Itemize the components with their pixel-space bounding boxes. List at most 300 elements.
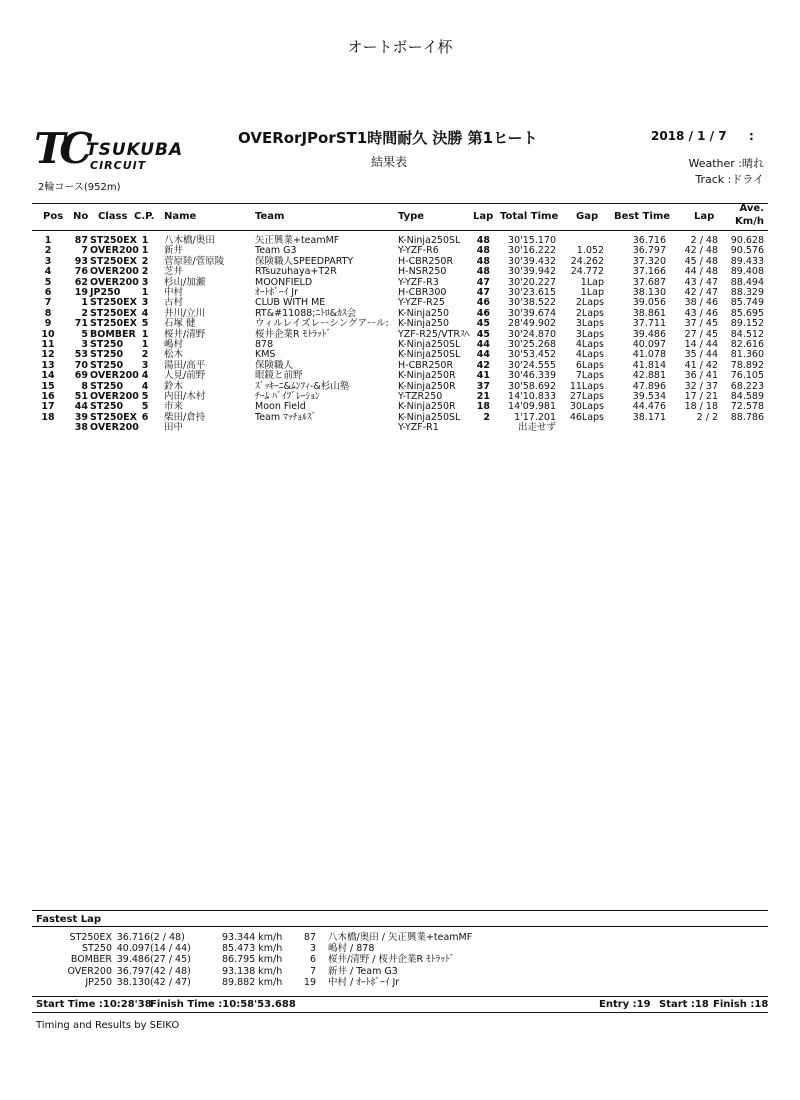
finish-time: Finish Time :10:58'53.688 [150, 999, 296, 1010]
finish-count: Finish :18 [713, 999, 769, 1010]
result-ave: 82.616 [730, 339, 764, 350]
col-total-time: Total Time [500, 211, 559, 222]
summary-top-rule [32, 996, 768, 997]
result-cp: 1 [141, 328, 149, 340]
result-type: K-Ninja250R [398, 380, 456, 392]
result-gap: 2Laps [575, 297, 604, 309]
fastest-who: 桜井/清野 / 桜井企業R ﾓﾄﾗｯﾄﾞ [328, 954, 455, 966]
result-lap: 45 [476, 318, 490, 330]
result-class: ST250EX [90, 255, 137, 267]
col-ave: Ave. [739, 203, 764, 214]
result-no: 38 [74, 422, 88, 434]
result-pos: 10 [41, 328, 55, 340]
result-type: Y-YZF-R3 [398, 276, 439, 288]
result-gap: 3Laps [575, 328, 604, 340]
result-type: Y-YZF-R6 [398, 245, 439, 257]
result-no: 62 [74, 276, 88, 288]
result-blap: 43 / 46 [684, 307, 718, 319]
result-name: 田中 [164, 422, 184, 434]
fastest-time: 40.097 [116, 943, 150, 955]
result-type: YZF-R25/VTRｽﾍ [398, 328, 470, 340]
result-no: 7 [81, 245, 88, 257]
fastest-time: 39.486 [116, 954, 150, 966]
result-no: 69 [74, 370, 88, 382]
fastest-no: 6 [309, 954, 316, 966]
result-type: H-NSR250 [398, 266, 447, 278]
result-pos: 17 [41, 401, 55, 413]
result-gap: 27Laps [569, 391, 604, 402]
result-lap: 48 [476, 235, 490, 246]
result-name: 松木 [164, 349, 184, 361]
result-cp: 2 [141, 255, 149, 267]
result-team: 保険職人SPEEDPARTY [255, 255, 354, 267]
result-type: Y-YZF-R1 [398, 422, 439, 434]
col-best-lap: Lap [694, 211, 715, 222]
fastest-speed: 93.138 km/h [222, 965, 283, 977]
result-team: 桜井企業R ﾓﾄﾗｯﾄﾞ [255, 328, 332, 340]
col-gap: Gap [576, 211, 599, 222]
result-row [0, 349, 800, 360]
result-ave: 89.408 [730, 266, 764, 278]
fastest-lap-row [0, 932, 800, 943]
result-best: 38.171 [632, 411, 666, 423]
result-type: K-Ninja250SL [398, 349, 461, 361]
result-team: Team G3 [255, 245, 297, 257]
result-cp: 2 [141, 266, 149, 278]
result-name: 市来 [164, 401, 184, 413]
result-row [0, 277, 800, 288]
fastest-time: 38.130 [116, 976, 150, 988]
result-pos: 12 [41, 349, 55, 361]
results-subtitle: 結果表 [371, 155, 408, 169]
fastest-class: ST250EX [69, 932, 112, 943]
col-kmh: Km/h [735, 216, 764, 227]
result-pos: 11 [41, 339, 55, 350]
result-total: 30'39.942 [508, 266, 556, 278]
result-total: 出走せず [517, 422, 556, 434]
result-gap: 1Lap [580, 287, 604, 298]
result-row [0, 308, 800, 319]
result-no: 8 [81, 380, 88, 392]
fastest-speed: 93.344 km/h [222, 932, 283, 943]
fastest-who: 八木橋/奥田 / 矢正興業+teamMF [328, 932, 473, 943]
result-blap: 38 / 46 [684, 297, 718, 309]
result-team: MOONFIELD [255, 276, 313, 288]
result-no: 93 [74, 255, 88, 267]
result-ave: 84.512 [730, 328, 764, 340]
result-name: 中村 [164, 287, 184, 298]
result-total: 30'53.452 [508, 349, 556, 361]
result-lap: 41 [476, 370, 490, 382]
result-ave: 76.105 [730, 370, 764, 382]
result-total: 30'58.692 [508, 380, 556, 392]
result-gap: 7Laps [575, 370, 604, 382]
fastest-lap-row [0, 966, 800, 977]
result-best: 41.814 [632, 359, 666, 371]
result-name: 石塚 健 [164, 318, 196, 330]
result-pos: 5 [44, 276, 52, 288]
result-cp: 5 [141, 318, 149, 330]
fastest-speed: 86.795 km/h [222, 954, 283, 966]
result-cp: 3 [141, 276, 149, 288]
result-gap: 2Laps [575, 307, 604, 319]
result-gap: 4Laps [575, 349, 604, 361]
col-class: Class [98, 211, 128, 222]
result-ave: 88.786 [730, 411, 764, 423]
timing-footer: Timing and Results by SEIKO [36, 1020, 180, 1031]
result-total: 1'17.201 [514, 411, 556, 423]
result-lap: 44 [476, 349, 490, 361]
header-top-rule [32, 203, 768, 204]
result-team: ｽﾞｯｷｰﾆ&ﾑﾝﾌｨ-&杉山塾 [255, 380, 350, 392]
result-best: 39.056 [632, 297, 666, 309]
result-no: 71 [74, 318, 88, 330]
result-best: 37.166 [632, 266, 666, 278]
fastest-lap: (14 / 44) [150, 943, 191, 955]
result-blap: 37 / 45 [684, 318, 718, 330]
logo-word-tsukuba: TSUKUBA [86, 140, 184, 160]
result-row [0, 287, 800, 298]
col-name: Name [164, 211, 197, 222]
sheet-title: オートボーイ杯 [347, 38, 453, 56]
fastest-class: OVER200 [67, 965, 112, 977]
fastest-no: 3 [309, 943, 316, 955]
result-class: ST250EX [90, 318, 137, 330]
result-lap: 45 [476, 328, 490, 340]
result-team: ウィルレイズレーシングアール: [255, 318, 389, 330]
result-lap: 44 [476, 339, 490, 350]
time-colon: : [749, 129, 754, 143]
result-pos: 8 [44, 307, 52, 319]
result-cp: 5 [141, 391, 149, 402]
result-no: 44 [74, 401, 88, 413]
result-type: K-Ninja250SL [398, 339, 461, 350]
fastest-top-rule [32, 910, 768, 911]
fastest-lap: (42 / 48) [150, 965, 191, 977]
result-no: 1 [81, 297, 88, 309]
result-best: 36.797 [632, 245, 666, 257]
result-class: ST250EX [90, 297, 137, 309]
fastest-speed: 89.882 km/h [222, 976, 283, 988]
result-best: 39.486 [632, 328, 666, 340]
result-type: H-CBR300 [398, 287, 447, 298]
result-name: 内田/木村 [164, 391, 206, 402]
result-gap: 1Lap [580, 276, 604, 288]
result-total: 30'20.227 [508, 276, 556, 288]
result-cp: 6 [141, 411, 149, 423]
result-ave: 81.360 [730, 349, 764, 361]
result-team: RT&#11088;ﾆﾄﾛ&ｶｽ会 [255, 307, 357, 319]
result-cp: 1 [141, 287, 149, 298]
result-team: 878 [255, 339, 274, 350]
result-total: 30'38.522 [508, 297, 556, 309]
result-team: ｵｰﾄﾎﾞｰｲ Jr [255, 287, 298, 298]
result-best: 40.097 [632, 339, 666, 350]
result-row [0, 401, 800, 412]
result-total: 30'39.432 [508, 255, 556, 267]
result-blap: 2 / 48 [690, 235, 718, 246]
result-blap: 2 / 2 [696, 411, 718, 423]
result-pos: 15 [41, 380, 55, 392]
result-class: ST250 [90, 401, 124, 413]
summary-bottom-rule [32, 1012, 768, 1013]
result-best: 37.320 [632, 255, 666, 267]
result-lap: 48 [476, 245, 490, 257]
result-class: ST250EX [90, 307, 137, 319]
result-lap: 48 [476, 266, 490, 278]
result-type: H-CBR250R [398, 359, 454, 371]
result-row [0, 329, 800, 340]
result-class: ST250 [90, 349, 124, 361]
fastest-no: 87 [303, 932, 316, 943]
fastest-lap: (27 / 45) [150, 954, 191, 966]
result-pos: 3 [44, 255, 52, 267]
result-name: 八木橋/奥田 [164, 235, 215, 246]
result-type: K-Ninja250R [398, 401, 456, 413]
result-pos: 6 [44, 287, 52, 298]
result-ave: 89.433 [730, 255, 764, 267]
result-class: OVER200 [90, 266, 139, 278]
result-name: 鈴木 [164, 380, 184, 392]
result-blap: 35 / 44 [684, 349, 718, 361]
result-row [0, 391, 800, 402]
result-type: K-Ninja250 [398, 318, 450, 330]
result-pos: 4 [44, 266, 52, 278]
result-total: 14'10.833 [508, 391, 556, 402]
result-best: 37.687 [632, 276, 666, 288]
result-gap: 4Laps [575, 339, 604, 350]
result-no: 39 [74, 411, 88, 423]
track-label: Track :ドライ [695, 173, 764, 186]
result-team: ﾁｰﾑ ﾊﾞｲﾌﾞﾚｰｼｮﾝ [255, 391, 320, 402]
result-pos: 2 [44, 245, 52, 257]
result-lap: 21 [476, 391, 490, 402]
result-pos: 13 [41, 359, 55, 371]
result-pos: 9 [44, 318, 52, 330]
fastest-time: 36.716 [116, 932, 150, 943]
result-blap: 36 / 41 [684, 370, 718, 382]
result-gap: 6Laps [575, 359, 604, 371]
result-blap: 32 / 37 [684, 380, 718, 392]
result-ave: 85.749 [730, 297, 764, 309]
result-ave: 85.695 [730, 307, 764, 319]
result-no: 87 [74, 235, 88, 246]
result-best: 38.130 [632, 287, 666, 298]
result-row [0, 381, 800, 392]
result-total: 30'24.555 [508, 359, 556, 371]
result-row [0, 266, 800, 277]
result-ave: 78.892 [730, 359, 764, 371]
fastest-who: 嶋村 / 878 [328, 943, 375, 955]
result-name: 芝井 [164, 266, 184, 278]
result-total: 30'24.870 [508, 328, 556, 340]
result-class: ST250EX [90, 411, 137, 423]
fastest-who: 新井 / Team G3 [328, 965, 398, 977]
result-type: K-Ninja250SL [398, 235, 461, 246]
result-ave: 68.223 [730, 380, 764, 392]
entry-count: Entry :19 [599, 999, 651, 1010]
result-gap: 46Laps [569, 411, 604, 423]
fastest-class: ST250 [82, 943, 112, 955]
fastest-lap-row [0, 954, 800, 965]
result-type: K-Ninja250 [398, 307, 450, 319]
race-date: 2018 / 1 / 7 [651, 129, 727, 143]
result-blap: 44 / 48 [684, 266, 718, 278]
result-lap: 48 [476, 255, 490, 267]
logo-word-circuit: CIRCUIT [90, 159, 147, 172]
col-best-time: Best Time [614, 211, 671, 222]
fastest-speed: 85.473 km/h [222, 943, 283, 955]
result-class: ST250 [90, 339, 124, 350]
result-blap: 17 / 21 [684, 391, 718, 402]
result-lap: 46 [476, 297, 490, 309]
fastest-time: 36.797 [116, 965, 150, 977]
result-class: OVER200 [90, 422, 139, 434]
col-pos: Pos [43, 211, 64, 222]
result-class: ST250 [90, 359, 124, 371]
result-ave: 84.589 [730, 391, 764, 402]
result-lap: 18 [476, 401, 490, 413]
fastest-who: 中村 / ｵｰﾄﾎﾞｰｲ Jr [328, 976, 400, 988]
result-class: OVER200 [90, 245, 139, 257]
result-lap: 2 [483, 411, 490, 423]
result-total: 28'49.902 [508, 318, 556, 330]
fastest-no: 7 [309, 965, 316, 977]
result-row [0, 256, 800, 267]
result-best: 38.861 [632, 307, 666, 319]
fastest-lap-heading: Fastest Lap [36, 914, 101, 925]
result-cp: 4 [141, 307, 149, 319]
result-no: 51 [74, 391, 88, 402]
result-blap: 27 / 45 [684, 328, 718, 340]
col-team: Team [255, 211, 285, 222]
result-no: 19 [74, 287, 88, 298]
result-name: 桜井/清野 [164, 328, 206, 340]
result-team: 矢正興業+teamMF [255, 235, 340, 246]
result-blap: 45 / 48 [684, 255, 718, 267]
header-bottom-rule [32, 230, 768, 231]
result-no: 3 [81, 339, 88, 350]
result-team: 保険職人 [255, 359, 294, 371]
result-ave: 88.494 [730, 276, 764, 288]
result-ave: 89.152 [730, 318, 764, 330]
fastest-sub-rule [32, 926, 768, 927]
result-ave: 88.329 [730, 287, 764, 298]
result-blap: 41 / 42 [684, 359, 718, 371]
result-team: Moon Field [255, 401, 306, 413]
result-lap: 42 [476, 359, 490, 371]
result-ave: 90.628 [730, 235, 764, 246]
result-type: K-Ninja250SL [398, 411, 461, 423]
result-name: 菅原陸/菅原陵 [164, 255, 225, 267]
col-type: Type [398, 211, 425, 222]
result-class: OVER200 [90, 370, 139, 382]
result-gap: 30Laps [569, 401, 604, 413]
weather-label: Weather :晴れ [688, 157, 764, 170]
fastest-lap-row [0, 943, 800, 954]
result-row [0, 318, 800, 329]
result-no: 76 [74, 266, 88, 278]
result-cp: 1 [141, 245, 149, 257]
result-blap: 18 / 18 [684, 401, 718, 413]
result-row [0, 412, 800, 423]
result-type: Y-YZF-R25 [398, 297, 445, 309]
result-row [0, 422, 800, 433]
result-pos: 14 [41, 370, 55, 382]
result-no: 70 [74, 359, 88, 371]
result-team: RTsuzuhaya+T2R [255, 266, 337, 278]
result-type: Y-TZR250 [398, 391, 443, 402]
result-cp: 1 [141, 339, 149, 350]
result-row [0, 360, 800, 371]
result-class: OVER200 [90, 391, 139, 402]
result-class: JP250 [90, 287, 121, 298]
result-lap: 47 [476, 287, 490, 298]
result-cp: 4 [141, 370, 149, 382]
course-label: 2輪コース(952m) [38, 182, 121, 193]
result-gap: 24.262 [570, 255, 604, 267]
result-pos: 7 [44, 297, 52, 309]
result-type: H-CBR250R [398, 255, 454, 267]
result-row [0, 339, 800, 350]
result-row [0, 297, 800, 308]
fastest-no: 19 [303, 976, 316, 988]
result-lap: 46 [476, 307, 490, 319]
result-best: 39.534 [632, 391, 666, 402]
result-blap: 14 / 44 [684, 339, 718, 350]
result-total: 30'16.222 [508, 245, 556, 257]
result-cp: 5 [141, 401, 149, 413]
result-class: OVER200 [90, 276, 139, 288]
result-name: 湯田/高平 [164, 359, 206, 371]
result-lap: 47 [476, 276, 490, 288]
result-no: 2 [81, 307, 88, 319]
start-time: Start Time :10:28'38 [36, 999, 152, 1010]
result-name: 古村 [164, 297, 184, 309]
result-name: 杉山/加瀬 [164, 276, 206, 288]
fastest-lap: (2 / 48) [150, 932, 185, 943]
result-total: 30'46.339 [508, 370, 556, 382]
result-gap: 3Laps [575, 318, 604, 330]
result-class: ST250EX [90, 235, 137, 246]
result-class: ST250 [90, 380, 124, 392]
result-best: 36.716 [632, 235, 666, 246]
col-lap: Lap [473, 211, 494, 222]
result-best: 44.476 [632, 401, 666, 413]
result-cp: 3 [141, 297, 149, 309]
result-name: 嶋村 [164, 339, 184, 350]
result-best: 37.711 [632, 318, 666, 330]
result-best: 42.881 [632, 370, 666, 382]
result-row [0, 245, 800, 256]
result-cp: 3 [141, 359, 149, 371]
result-pos: 16 [41, 391, 55, 402]
result-cp: 2 [141, 349, 149, 361]
result-ave: 90.576 [730, 245, 764, 257]
result-team: KMS [255, 349, 276, 361]
start-count: Start :18 [659, 999, 709, 1010]
result-blap: 42 / 47 [684, 287, 718, 298]
result-name: 柴田/倉持 [164, 411, 206, 423]
result-total: 30'15.170 [508, 235, 556, 246]
result-total: 14'09.981 [508, 401, 556, 413]
result-gap: 24.772 [570, 266, 604, 278]
result-pos: 18 [41, 411, 55, 423]
race-title: OVERorJPorST1時間耐久 決勝 第1ヒート [238, 129, 538, 147]
result-type: K-Ninja250R [398, 370, 456, 382]
result-team: Team ﾏｯﾁｮﾙｽﾞ [255, 411, 317, 423]
result-cp: 1 [141, 235, 149, 246]
